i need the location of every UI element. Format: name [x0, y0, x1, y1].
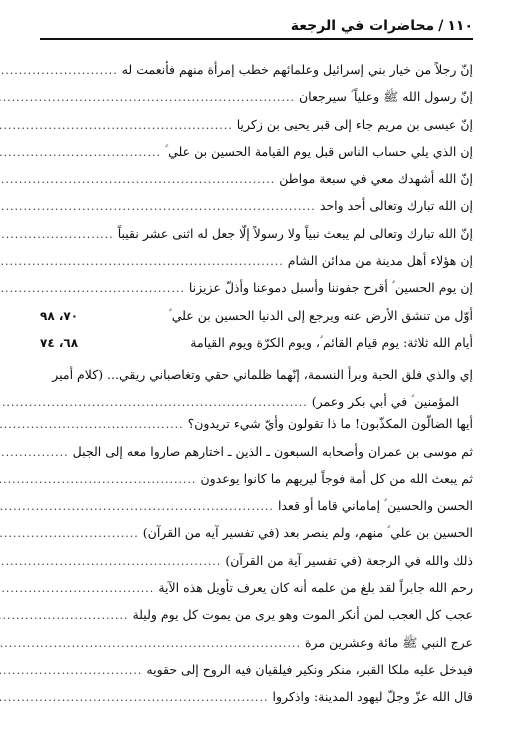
leader-dots: [0, 228, 118, 241]
page-number: ١١٠: [447, 18, 473, 34]
leader-dots: [0, 609, 132, 622]
leader-dots: [0, 446, 73, 459]
entry-pages: ٧٠، ٩٨: [40, 308, 79, 323]
entry-text: الحسين بن علي ؑ منهم، ولم ينصر بعد (في تفسير آيه من القرآن): [142, 525, 473, 541]
entry-text: ذلك والله في الرجعة (في تفسير آية من القرآن): [225, 552, 473, 568]
entry-text-line2: المؤمنين ؑ في أبي بكر وعمر): [311, 394, 459, 410]
entry-text: الحسن والحسين ؑ إماماني قاما أو قعدا: [277, 498, 473, 514]
entry-text: إنّ عيسى بن مريم جاء إلى قبر يحيى بن زكريا: [236, 116, 473, 132]
leader-dots: [0, 282, 189, 295]
index-entry: [40, 635, 473, 662]
index-entry: [40, 144, 473, 171]
entry-pages: ٦٨، ٧٤: [40, 335, 79, 350]
entry-text: إن هؤلاء أهل مدينة من مدائن الشام: [287, 253, 473, 269]
index-list: [40, 62, 473, 717]
leader-dots: [0, 473, 200, 486]
leader-dots: [0, 119, 237, 132]
index-entry: [40, 89, 473, 116]
leader-dots: [0, 390, 312, 416]
leader-dots: [0, 527, 143, 540]
index-entry: [40, 62, 473, 89]
index-entry: [40, 580, 473, 607]
index-entry: [40, 226, 473, 253]
index-entry: [40, 117, 473, 144]
entry-text: عرج النبي ﷺ مائة وعشرين مرة: [305, 634, 473, 650]
entry-text: أوّل من تنشق الأرض عنه ويرجع إلى الدنيا الحسين بن علي ؑ: [168, 307, 473, 323]
index-entry: [40, 308, 473, 335]
entry-text: إن الله تبارك وتعالى أحد واحد: [319, 198, 473, 214]
entry-text: قال الله عزّ وجلّ ليهود المدينة: واذكروا: [272, 689, 473, 705]
leader-dots: [0, 64, 122, 77]
page-header: [40, 14, 473, 38]
entry-line2: [40, 389, 473, 416]
leader-dots: [0, 691, 273, 704]
entry-text: إن الذي يلي حساب الناس قبل يوم القيامة الحسين بن علي ؑ: [164, 143, 473, 159]
entry-text: رحم الله جابراً لقد بلغ من علمه أنه كان يعرف تأويل هذه الآية: [158, 580, 473, 596]
entry-text-line1: إي والذي فلق الحبة وبرأ النسمة، إنّهما ظلماني حقي وتغاصباني ريقي... (كلام أمير: [52, 367, 473, 383]
entry-text: إنّ الله أشهدك معي في سبعة مواطن: [279, 171, 473, 187]
leader-dots: [0, 173, 279, 186]
index-entry: [40, 471, 473, 498]
index-entry: [40, 253, 473, 280]
index-entry: [40, 498, 473, 525]
index-entry: [40, 689, 473, 716]
index-entry-multiline: [40, 362, 473, 416]
leader-dots: [0, 637, 305, 650]
index-entry: [40, 662, 473, 689]
index-entry: [40, 444, 473, 471]
leader-dots: [0, 500, 278, 513]
index-entry: [40, 553, 473, 580]
entry-text: إنّ الله تبارك وتعالى لم يبعث نبياً ولا رسولاً إلّا جعل له اثنى عشر نقيباً: [117, 225, 473, 241]
index-entry: [40, 280, 473, 307]
entry-text: أيام الله ثلاثة: يوم قيام القائم ؑ، ويوم الكرّة ويوم القيامة: [190, 334, 473, 350]
header-separator: /: [438, 18, 444, 34]
entry-text: ثم موسى بن عمران وأصحابه السبعون ـ الذين ـ اختارهم صاروا معه إلى الجبل: [72, 443, 473, 459]
entry-text: إن يوم الحسين ؑ أقرح جفوننا وأسبل دموعنا وأذلّ عزيزنا: [188, 280, 473, 296]
index-entry: [40, 198, 473, 225]
index-entry: [40, 416, 473, 443]
leader-dots: [0, 555, 225, 568]
leader-dots: [0, 91, 299, 104]
leader-dots: [0, 664, 146, 677]
book-title: محاضرات في الرجعة: [290, 18, 435, 34]
leader-dots: [0, 146, 165, 159]
index-entry: [40, 171, 473, 198]
entry-text: عجب كل العجب لمن أنكر الموت وهو يرى من يموت كل يوم وليلة: [132, 607, 473, 623]
entry-text: أيها الضالّون المكذّبون! ما ذا تقولون وأيّ شيء تريدون؟: [187, 416, 473, 432]
leader-dots: [0, 200, 320, 213]
entry-text: إنّ رسول الله ﷺ وعلياً ؑ سيرجعان: [298, 89, 473, 105]
leader-dots: [0, 582, 158, 595]
header-rule: [40, 38, 473, 40]
entry-text: فيدخل عليه ملكا القبر، منكر ونكير فيلقيان فيه الروح إلى حقويه: [146, 661, 473, 677]
index-entry: [40, 335, 473, 362]
leader-dots: [0, 255, 288, 268]
entry-text: إنّ رجلاً من خيار بني إسرائيل وعلمائهم خطب إمرأة منهم فأنعمت له: [121, 62, 473, 77]
entry-text: ثم يبعث الله من كل أمة فوجاً ليريهم ما كانوا يوعدون: [200, 470, 473, 486]
index-entry: [40, 525, 473, 552]
index-entry: [40, 607, 473, 634]
leader-dots: [0, 418, 188, 431]
